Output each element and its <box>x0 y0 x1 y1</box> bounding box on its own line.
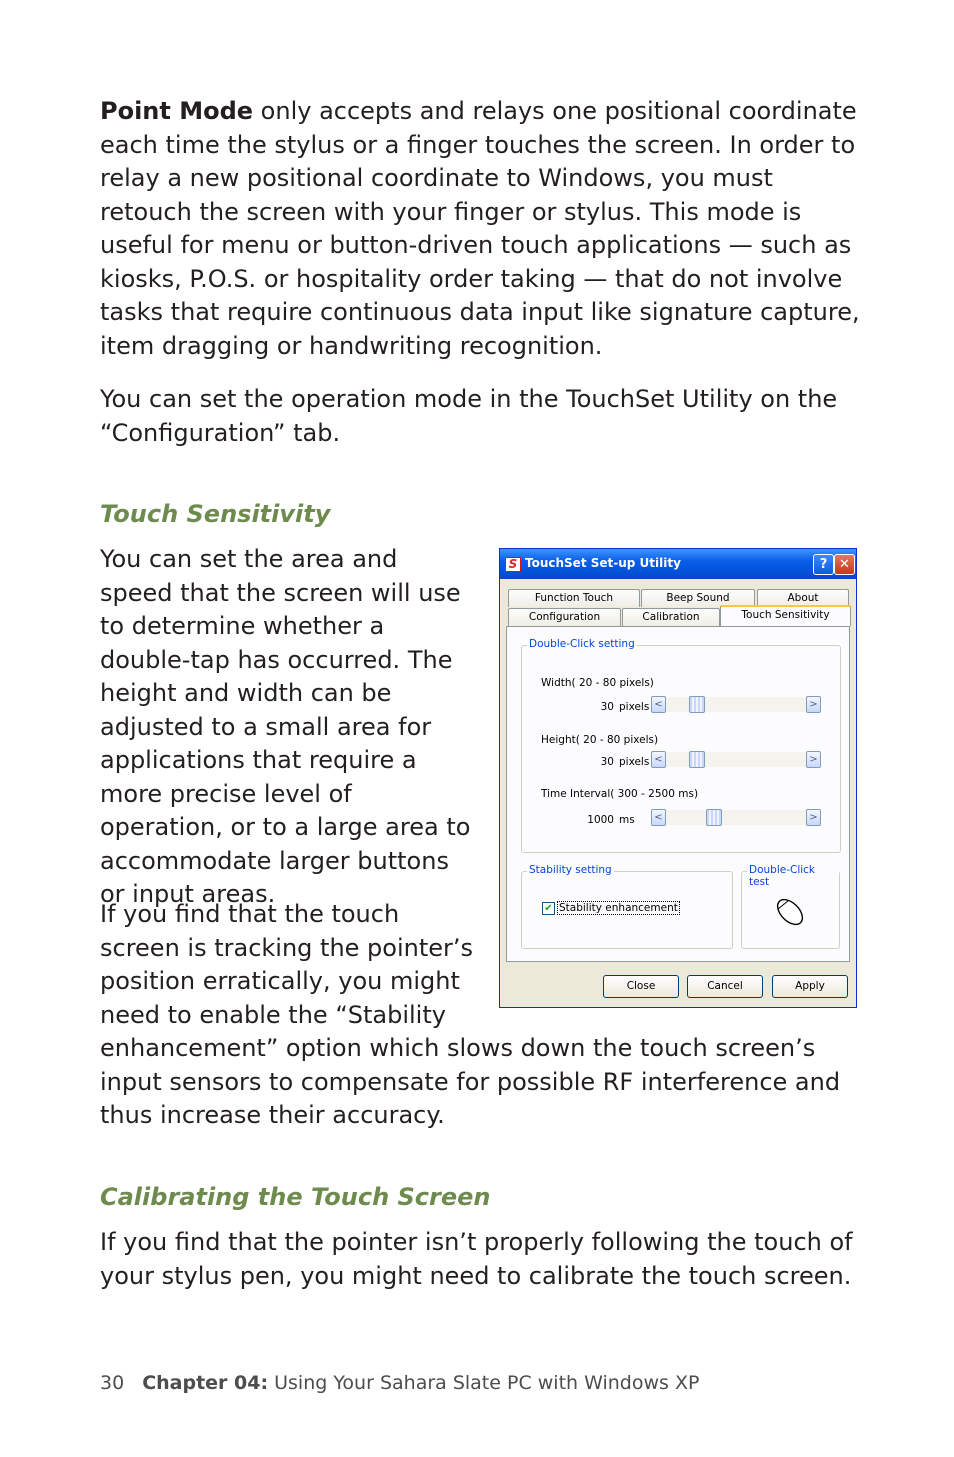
stability-paragraph: If you find that the touch screen is tracking the pointer’s position erratically, you might need to enable the “Stability <box>100 900 474 1029</box>
tab-panel <box>506 626 850 962</box>
double-click-test-group <box>741 864 840 949</box>
tab-configuration[interactable]: Configuration <box>508 608 621 626</box>
height-label: Height( 20 - 80 pixels) <box>541 734 659 746</box>
point-mode-text: only accepts and relays one positional coordinate each time the stylus or a finger touches the screen. In order to relay a new positional coordinate to Windows, you must retouch the screen with your finger or stylus. This mode is useful for menu or button-driven touch applications — such as kiosks, P.O.S. or hospitality order taking — that do not involve tasks that require continuous data input like signature capture, item dragging or handwriting recognition. <box>100 97 860 360</box>
stability-setting-group <box>521 864 733 949</box>
mouse-icon[interactable] <box>770 892 810 930</box>
touch-sensitivity-paragraph: You can set the area and speed that the screen will use to determine whether a double-tap has occurred. The height and width can be adjusted to a small area for applications that require a more precise level of operation, or to a large area to accommodate larger buttons or input areas. <box>100 545 471 908</box>
width-decrease-button[interactable]: < <box>651 696 666 713</box>
point-mode-paragraph <box>100 95 860 363</box>
tab-calibration[interactable]: Calibration <box>622 608 720 626</box>
calibrating-paragraph: If you find that the pointer isn’t properly following the touch of your stylus pen, you might need to calibrate the touch screen. <box>100 1228 853 1290</box>
cancel-button[interactable]: Cancel <box>687 975 763 998</box>
double-click-test-label: Double-Click test <box>747 864 839 888</box>
point-mode-term: Point Mode <box>100 97 254 125</box>
dialog-titlebar <box>500 549 856 579</box>
page-footer <box>100 1372 699 1394</box>
app-logo-icon: S <box>505 557 521 572</box>
width-unit: pixels <box>619 701 650 713</box>
tab-function-touch[interactable]: Function Touch <box>508 589 640 607</box>
close-window-button[interactable]: ✕ <box>834 554 855 575</box>
width-value: 30 <box>600 701 614 713</box>
tab-touch-sensitivity[interactable]: Touch Sensitivity <box>720 605 851 626</box>
height-unit: pixels <box>619 756 650 768</box>
time-increase-button[interactable]: > <box>806 809 821 826</box>
footer-chapter: Chapter 04: <box>142 1372 269 1394</box>
stability-checkbox[interactable]: ✔ <box>542 902 555 915</box>
double-click-setting-group <box>521 638 841 853</box>
apply-button[interactable]: Apply <box>772 975 848 998</box>
height-slider-track[interactable] <box>666 752 806 767</box>
time-decrease-button[interactable]: < <box>651 809 666 826</box>
time-slider-thumb[interactable] <box>706 809 722 826</box>
page-number: 30 <box>100 1372 125 1394</box>
stability-checkbox-label[interactable]: Stability enhancement <box>559 902 678 914</box>
calibrating-heading: Calibrating the Touch Screen <box>100 1183 491 1211</box>
operation-mode-paragraph: You can set the operation mode in the TouchSet Utility on the “Configuration” tab. <box>100 385 838 447</box>
tab-beep-sound[interactable]: Beep Sound <box>641 589 755 607</box>
width-label: Width( 20 - 80 pixels) <box>541 677 654 689</box>
time-interval-label: Time Interval( 300 - 2500 ms) <box>541 788 699 800</box>
time-interval-unit: ms <box>619 814 635 826</box>
dialog-title: TouchSet Set-up Utility <box>525 556 681 570</box>
height-decrease-button[interactable]: < <box>651 751 666 768</box>
stability-paragraph-continued: enhancement” option which slows down the touch screen’s input sensors to compensate for possible RF interference and thus increase their accuracy. <box>100 1034 841 1129</box>
touchset-dialog <box>499 548 857 1008</box>
close-button[interactable]: Close <box>603 975 679 998</box>
width-slider-thumb[interactable] <box>689 696 705 713</box>
width-increase-button[interactable]: > <box>806 696 821 713</box>
help-button[interactable]: ? <box>813 554 834 575</box>
time-slider-track[interactable] <box>666 810 806 825</box>
touch-sensitivity-heading: Touch Sensitivity <box>100 500 331 528</box>
height-slider-thumb[interactable] <box>689 751 705 768</box>
stability-setting-label: Stability setting <box>529 864 612 876</box>
double-click-setting-label: Double-Click setting <box>529 638 635 650</box>
time-interval-value: 1000 <box>587 814 614 826</box>
height-increase-button[interactable]: > <box>806 751 821 768</box>
height-value: 30 <box>600 756 614 768</box>
footer-title: Using Your Sahara Slate PC with Windows XP <box>268 1372 700 1394</box>
width-slider-track[interactable] <box>666 697 806 712</box>
tab-about[interactable]: About <box>757 589 849 607</box>
